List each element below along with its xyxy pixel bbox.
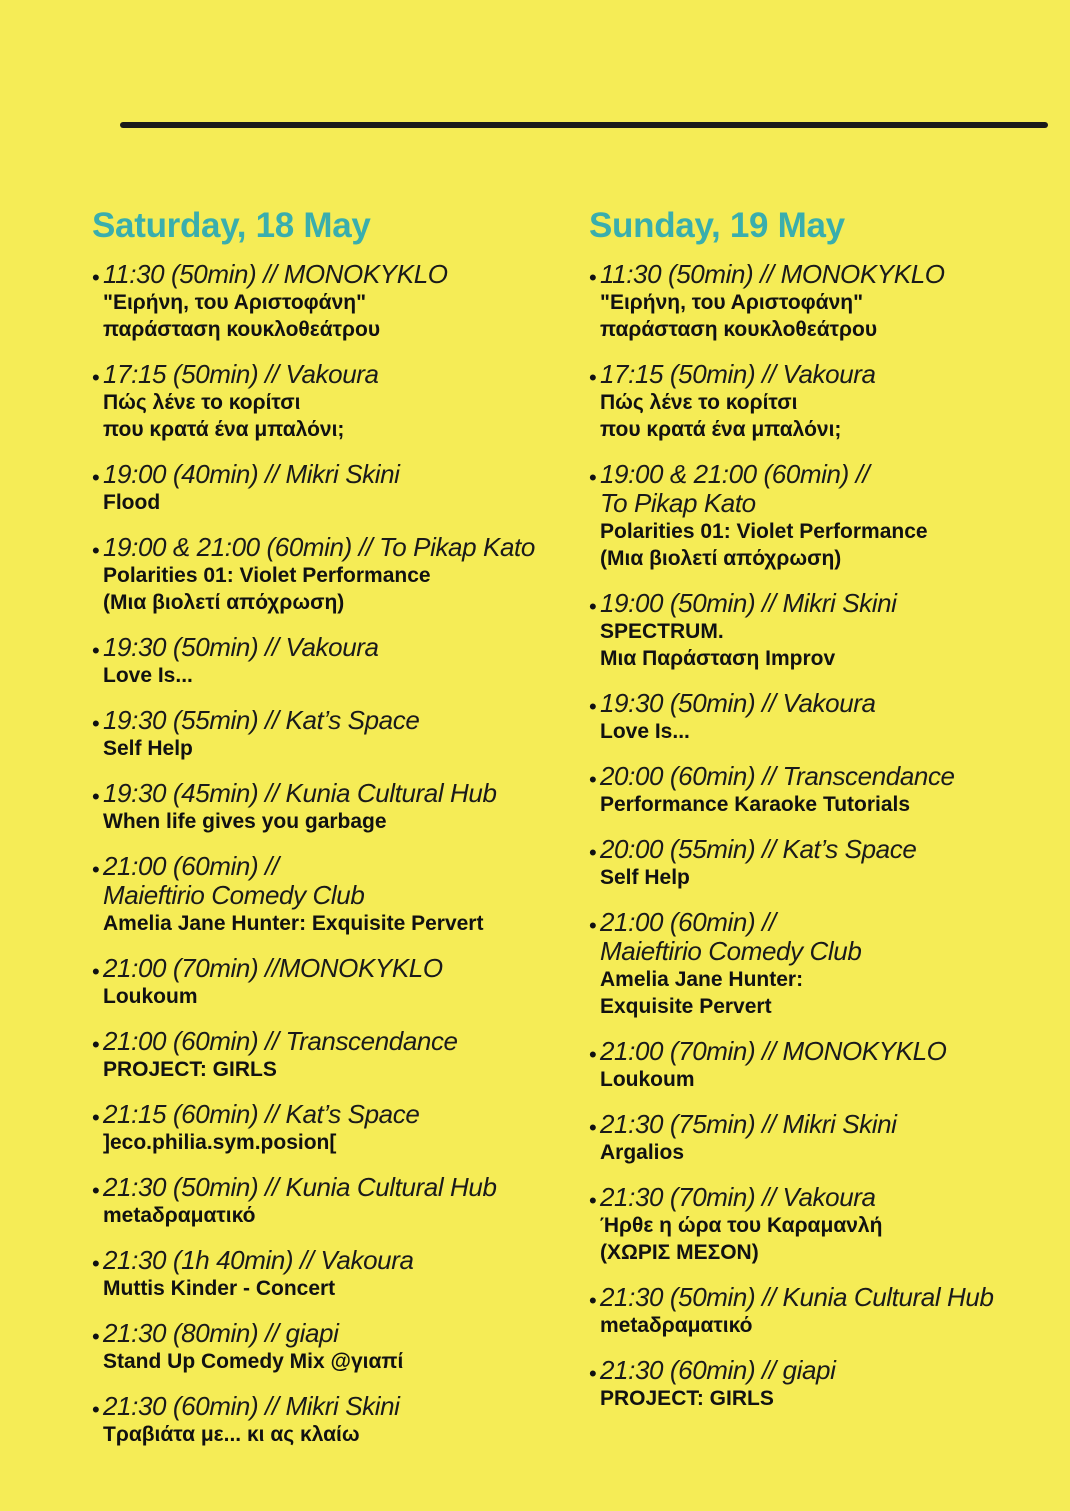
bullet-icon: • — [589, 1288, 597, 1313]
bullet-icon: • — [589, 1188, 597, 1213]
bullet-icon: • — [92, 638, 100, 663]
bullet-icon: • — [589, 1361, 597, 1386]
event-title-line: (ΧΩΡΙΣ ΜΕΣΟΝ) — [600, 1241, 759, 1264]
saturday-column — [92, 206, 562, 1465]
event-title — [103, 489, 562, 516]
event-title-line: Amelia Jane Hunter: Exquisite Pervert — [103, 912, 484, 935]
saturday-heading: Saturday, 18 May — [92, 206, 371, 245]
event-title-line: PROJECT: GIRLS — [103, 1058, 277, 1081]
event-item — [589, 1356, 1049, 1412]
event-time-venue-line: 21:00 (70min) //MONOKYKLO — [103, 953, 443, 983]
event-title — [600, 1139, 1049, 1166]
event-item — [589, 1283, 1049, 1339]
event-time-venue-line: 21:30 (70min) // Vakoura — [600, 1182, 876, 1212]
event-time-venue-line: 21:30 (1h 40min) // Vakoura — [103, 1245, 414, 1275]
event-title — [103, 289, 562, 343]
bullet-icon: • — [589, 767, 597, 792]
event-item — [92, 1173, 562, 1229]
event-item — [92, 1319, 562, 1375]
event-time-venue — [103, 533, 562, 562]
event-title — [600, 791, 1049, 818]
event-title-line: "Ειρήνη, του Αριστοφάνη" — [600, 291, 864, 314]
event-title — [103, 735, 562, 762]
event-title — [103, 389, 562, 443]
event-time-venue-line: 20:00 (60min) // Transcendance — [600, 761, 955, 791]
event-title-line: Polarities 01: Violet Performance — [103, 564, 431, 587]
event-item — [92, 852, 562, 937]
event-title-line: Love Is... — [600, 720, 690, 743]
event-item — [92, 533, 562, 616]
event-time-venue — [600, 835, 1049, 864]
event-time-venue — [103, 260, 562, 289]
event-title — [600, 518, 1049, 572]
event-title-line: Μια Παράσταση Improv — [600, 647, 836, 670]
event-title — [600, 1066, 1049, 1093]
event-item — [92, 633, 562, 689]
event-title-line: SPECTRUM. — [600, 620, 724, 643]
event-time-venue — [600, 1110, 1049, 1139]
event-title — [600, 1385, 1049, 1412]
saturday-event-list — [92, 260, 562, 1448]
event-item — [92, 706, 562, 762]
event-title — [103, 983, 562, 1010]
bullet-icon: • — [92, 784, 100, 809]
event-time-venue-line: 21:00 (70min) // MONOKYKLO — [600, 1036, 947, 1066]
bullet-icon: • — [589, 265, 597, 290]
event-title-line: Muttis Kinder - Concert — [103, 1277, 336, 1300]
event-title — [600, 289, 1049, 343]
event-time-venue — [600, 762, 1049, 791]
event-title-line: Flood — [103, 491, 161, 514]
event-time-venue-line: 21:30 (60min) // Mikri Skini — [103, 1391, 400, 1421]
top-divider-rule — [120, 122, 1048, 128]
event-time-venue-line: 19:00 (50min) // Mikri Skini — [600, 588, 897, 618]
event-item — [589, 689, 1049, 745]
event-time-venue — [600, 908, 1049, 966]
bullet-icon: • — [589, 694, 597, 719]
event-title — [600, 864, 1049, 891]
event-time-venue — [600, 689, 1049, 718]
sunday-event-list — [589, 260, 1049, 1412]
event-item — [589, 762, 1049, 818]
event-time-venue — [103, 1100, 562, 1129]
event-title — [103, 910, 562, 937]
event-item — [92, 779, 562, 835]
event-time-venue — [600, 260, 1049, 289]
event-time-venue — [103, 1319, 562, 1348]
event-title — [600, 1312, 1049, 1339]
bullet-icon: • — [92, 959, 100, 984]
event-time-venue-line: 11:30 (50min) // MONOKYKLO — [600, 259, 945, 289]
event-time-venue-line: 21:00 (60min) // — [600, 907, 776, 937]
bullet-icon: • — [92, 1032, 100, 1057]
event-time-venue — [600, 360, 1049, 389]
event-item — [589, 908, 1049, 1020]
event-title-line: Πώς λένε το κορίτσι — [600, 391, 798, 414]
bullet-icon: • — [589, 594, 597, 619]
event-item — [92, 1392, 562, 1448]
event-time-venue — [103, 460, 562, 489]
event-item — [589, 1037, 1049, 1093]
event-time-venue — [103, 360, 562, 389]
bullet-icon: • — [589, 465, 597, 490]
event-title — [600, 966, 1049, 1020]
event-time-venue — [103, 1392, 562, 1421]
event-title-line: PROJECT: GIRLS — [600, 1387, 774, 1410]
event-item — [589, 1110, 1049, 1166]
bullet-icon: • — [589, 1115, 597, 1140]
event-time-venue-line: 21:00 (60min) // Transcendance — [103, 1026, 458, 1056]
event-title-line: Performance Karaoke Tutorials — [600, 793, 911, 816]
event-time-venue-line: 21:30 (75min) // Mikri Skini — [600, 1109, 897, 1139]
event-title-line: Self Help — [103, 737, 193, 760]
event-time-venue — [600, 460, 1049, 518]
event-title-line: Loukoum — [103, 985, 198, 1008]
bullet-icon: • — [589, 365, 597, 390]
event-item — [92, 1100, 562, 1156]
event-time-venue — [600, 1183, 1049, 1212]
event-title-line: Stand Up Comedy Mix @γιαπί — [103, 1350, 404, 1373]
event-title — [600, 389, 1049, 443]
event-time-venue-line: 17:15 (50min) // Vakoura — [103, 359, 379, 389]
event-title — [103, 662, 562, 689]
bullet-icon: • — [92, 465, 100, 490]
event-item — [589, 589, 1049, 672]
event-title-line: When life gives you garbage — [103, 810, 387, 833]
bullet-icon: • — [92, 711, 100, 736]
event-time-venue-line: 19:30 (55min) // Kat’s Space — [103, 705, 420, 735]
event-item — [589, 360, 1049, 443]
event-title-line: Argalios — [600, 1141, 685, 1164]
event-title-line: Self Help — [600, 866, 690, 889]
event-title — [600, 618, 1049, 672]
bullet-icon: • — [589, 840, 597, 865]
event-time-venue-line: 19:30 (50min) // Vakoura — [600, 688, 876, 718]
event-item — [92, 260, 562, 343]
bullet-icon: • — [92, 365, 100, 390]
event-time-venue-line: 19:00 (40min) // Mikri Skini — [103, 459, 400, 489]
event-time-venue-line: 19:30 (45min) // Kunia Cultural Hub — [103, 778, 497, 808]
event-title-line: Τραβιάτα με... κι ας κλαίω — [103, 1423, 360, 1446]
event-title — [103, 1129, 562, 1156]
event-time-venue — [600, 1356, 1049, 1385]
event-title — [103, 808, 562, 835]
event-title — [103, 1421, 562, 1448]
event-time-venue — [103, 779, 562, 808]
event-time-venue-line: 19:00 & 21:00 (60min) // To Pikap Kato — [103, 532, 535, 562]
event-time-venue — [600, 1283, 1049, 1312]
sunday-column — [589, 206, 1049, 1429]
event-title — [103, 562, 562, 616]
sunday-heading: Sunday, 19 May — [589, 206, 845, 245]
event-time-venue-line: 21:30 (50min) // Kunia Cultural Hub — [103, 1172, 497, 1202]
event-time-venue — [600, 589, 1049, 618]
event-title-line: metaδραματικό — [103, 1204, 256, 1227]
event-time-venue — [103, 852, 562, 910]
event-item — [92, 460, 562, 516]
event-title-line: που κρατά ένα μπαλόνι; — [103, 418, 345, 441]
event-title-line: Amelia Jane Hunter: — [600, 968, 804, 991]
event-title-line: Love Is... — [103, 664, 193, 687]
event-time-venue — [103, 1246, 562, 1275]
event-time-venue-line: Maieftirio Comedy Club — [103, 880, 365, 910]
event-time-venue — [103, 706, 562, 735]
event-time-venue-line: 21:30 (80min) // giapi — [103, 1318, 339, 1348]
event-time-venue-line: Maieftirio Comedy Club — [600, 936, 862, 966]
event-time-venue — [600, 1037, 1049, 1066]
bullet-icon: • — [589, 913, 597, 938]
event-title-line: (Μια βιολετί απόχρωση) — [103, 591, 345, 614]
event-time-venue-line: To Pikap Kato — [600, 488, 756, 518]
event-item — [92, 360, 562, 443]
event-title-line: Loukoum — [600, 1068, 695, 1091]
bullet-icon: • — [92, 1251, 100, 1276]
event-time-venue-line: 21:15 (60min) // Kat’s Space — [103, 1099, 420, 1129]
event-title — [600, 718, 1049, 745]
event-item — [92, 954, 562, 1010]
event-time-venue — [103, 954, 562, 983]
event-title — [600, 1212, 1049, 1266]
event-title-line: (Μια βιολετί απόχρωση) — [600, 547, 842, 570]
event-title-line: Exquisite Pervert — [600, 995, 772, 1018]
event-item — [589, 835, 1049, 891]
event-title-line: "Ειρήνη, του Αριστοφάνη" — [103, 291, 367, 314]
event-time-venue-line: 11:30 (50min) // MONOKYKLO — [103, 259, 448, 289]
event-time-venue-line: 19:30 (50min) // Vakoura — [103, 632, 379, 662]
event-time-venue-line: 21:30 (50min) // Kunia Cultural Hub — [600, 1282, 994, 1312]
event-title-line: Πώς λένε το κορίτσι — [103, 391, 301, 414]
event-item — [92, 1027, 562, 1083]
event-time-venue — [103, 633, 562, 662]
event-time-venue-line: 21:00 (60min) // — [103, 851, 279, 881]
event-time-venue-line: 19:00 & 21:00 (60min) // — [600, 459, 870, 489]
bullet-icon: • — [92, 1178, 100, 1203]
event-title-line: ]eco.philia.sym.posion[ — [103, 1131, 337, 1154]
event-time-venue-line: 17:15 (50min) // Vakoura — [600, 359, 876, 389]
event-time-venue — [103, 1173, 562, 1202]
event-title — [103, 1275, 562, 1302]
event-title-line: metaδραματικό — [600, 1314, 753, 1337]
bullet-icon: • — [92, 1105, 100, 1130]
event-title — [103, 1056, 562, 1083]
event-title-line: που κρατά ένα μπαλόνι; — [600, 418, 842, 441]
bullet-icon: • — [92, 1397, 100, 1422]
bullet-icon: • — [92, 857, 100, 882]
event-title — [103, 1202, 562, 1229]
event-item — [589, 1183, 1049, 1266]
event-time-venue-line: 21:30 (60min) // giapi — [600, 1355, 836, 1385]
event-time-venue — [103, 1027, 562, 1056]
event-title-line: παράσταση κουκλοθεάτρου — [600, 318, 878, 341]
bullet-icon: • — [92, 265, 100, 290]
bullet-icon: • — [92, 538, 100, 563]
event-item — [589, 260, 1049, 343]
bullet-icon: • — [589, 1042, 597, 1067]
event-item — [589, 460, 1049, 572]
event-title — [103, 1348, 562, 1375]
event-title-line: παράσταση κουκλοθεάτρου — [103, 318, 381, 341]
event-title-line: Ήρθε η ώρα του Καραμανλή — [600, 1214, 883, 1237]
bullet-icon: • — [92, 1324, 100, 1349]
event-time-venue-line: 20:00 (55min) // Kat’s Space — [600, 834, 917, 864]
event-item — [92, 1246, 562, 1302]
event-title-line: Polarities 01: Violet Performance — [600, 520, 928, 543]
